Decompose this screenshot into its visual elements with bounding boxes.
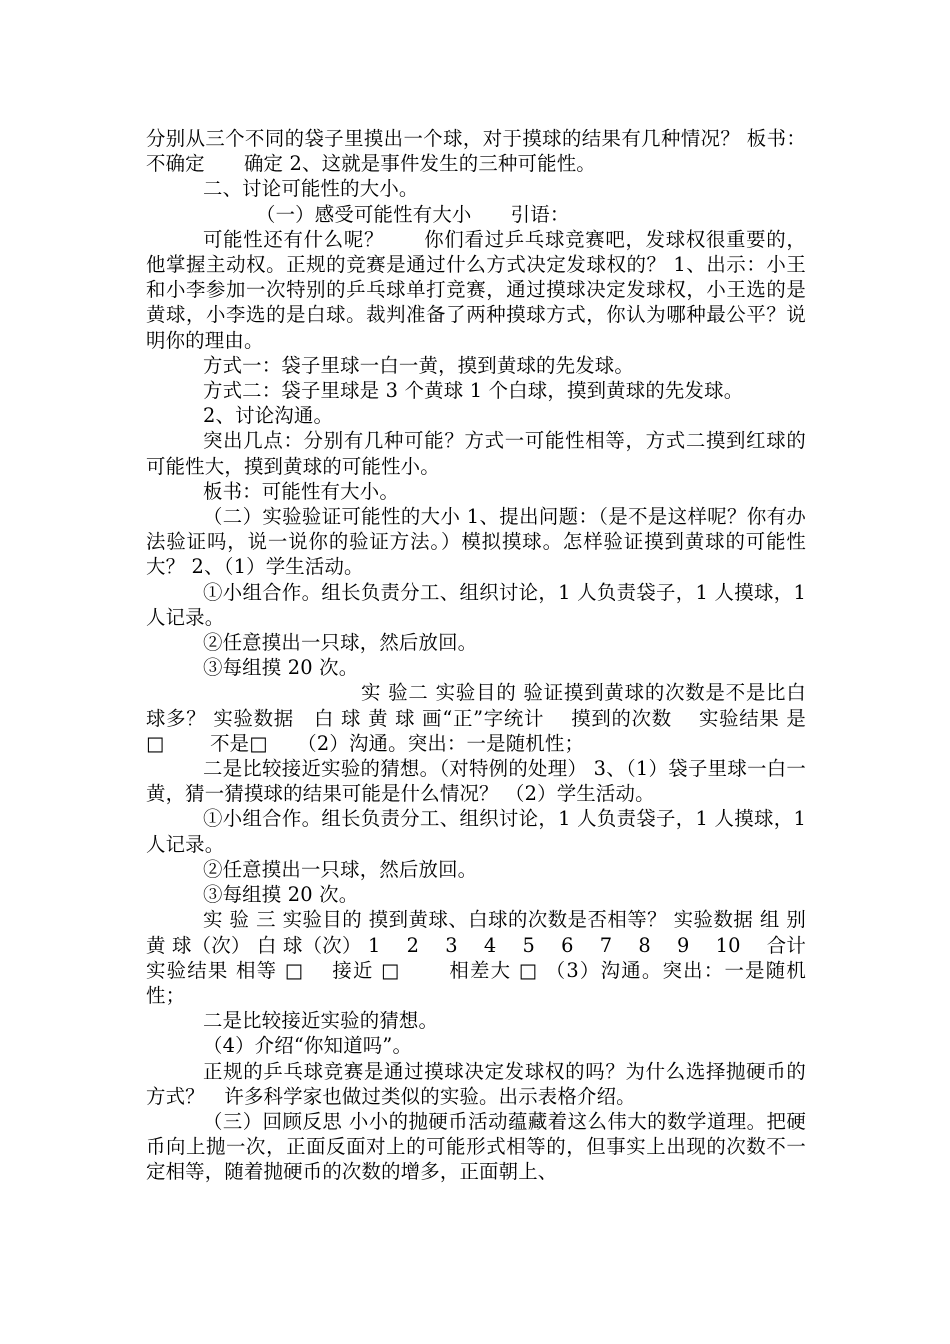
paragraph: ③每组摸 20 次。	[203, 656, 359, 680]
section-heading: 二、讨论可能性的大小。	[203, 177, 419, 201]
paragraph: 板书：可能性有大小。	[203, 479, 399, 503]
document-body	[146, 126, 832, 1185]
paragraph: 实 验二 实验目的 验证摸到黄球的次数是不是比白球多？ 实验数据 白 球 黄 球 画“正”字统计 摸到的次数 实验结果 是 □ 不是□ （2）沟通。突出：一是随机性；	[146, 681, 806, 755]
paragraph: （二）实验验证可能性的大小 1、提出问题：（是不是这样呢？你有办法验证吗，说一说你的验证方法。）模拟摸球。怎样验证摸到黄球的可能性大？ 2、（1）学生活动。	[146, 505, 806, 579]
paragraph: 正规的乒乓球竞赛是通过摸球决定发球权的吗？为什么选择抛硬币的方式？ 许多科学家也做过类似的实验。出示表格介绍。	[146, 1059, 806, 1108]
paragraph: ②任意摸出一只球，然后放回。	[203, 857, 478, 881]
paragraph: ①小组合作。组长负责分工、组织讨论，1 人负责袋子，1 人摸球，1 人记录。	[146, 807, 806, 856]
paragraph: 可能性还有什么呢？ 你们看过乒乓球竞赛吧，发球权很重要的，他掌握主动权。正规的竞赛是通过什么方式决定发球权的？ 1、出示：小王和小李参加一次特别的乒乓球单打竞赛，通过摸球决定发球权，小王选的是黄球，小李选的是白球。裁判准备了两种摸球方式，你认为哪种最公平？说明你的理由。	[146, 227, 806, 352]
paragraph: （4）介绍“你知道吗”。	[203, 1034, 413, 1058]
paragraph: 二是比较接近实验的猜想。（对特例的处理） 3、（1）袋子里球一白一黄，猜一猜摸球的结果可能是什么情况？ （2）学生活动。	[146, 757, 806, 806]
subsection-heading: （一）感受可能性有大小 引语：	[256, 202, 570, 226]
paragraph: 方式一：袋子里球一白一黄，摸到黄球的先发球。	[203, 353, 634, 377]
paragraph: ①小组合作。组长负责分工、组织讨论，1 人负责袋子，1 人摸球，1 人记录。	[146, 580, 806, 629]
paragraph: 方式二：袋子里球是 3 个黄球 1 个白球，摸到黄球的先发球。	[203, 379, 744, 403]
paragraph: 2、讨论沟通。	[203, 404, 334, 428]
paragraph: 突出几点：分别有几种可能？方式一可能性相等，方式二摸到红球的可能性大，摸到黄球的可能性小。	[146, 429, 806, 478]
paragraph: （三）回顾反思 小小的抛硬币活动蕴藏着这么伟大的数学道理。把硬币向上抛一次，正面反面对上的可能形式相等的，但事实上出现的次数不一定相等，随着抛硬币的次数的增多，正面朝上、	[146, 1109, 806, 1184]
paragraph: ③每组摸 20 次。	[203, 883, 359, 907]
paragraph: 分别从三个不同的袋子里摸出一个球，对于摸球的结果有几种情况？ 板书：不确定 确定 2、这就是事件发生的三种可能性。	[146, 127, 806, 176]
paragraph: 实 验 三 实验目的 摸到黄球、白球的次数是否相等？ 实验数据 组 别 黄 球（次） 白 球（次） 1 2 3 4 5 6 7 8 9 10 合计 实验结果 相等 □ 接近 □ 相差大 □ （3）沟通。突出：一是随机性；	[146, 908, 832, 1007]
paragraph: ②任意摸出一只球，然后放回。	[203, 631, 478, 655]
paragraph: 二是比较接近实验的猜想。	[203, 1009, 439, 1033]
